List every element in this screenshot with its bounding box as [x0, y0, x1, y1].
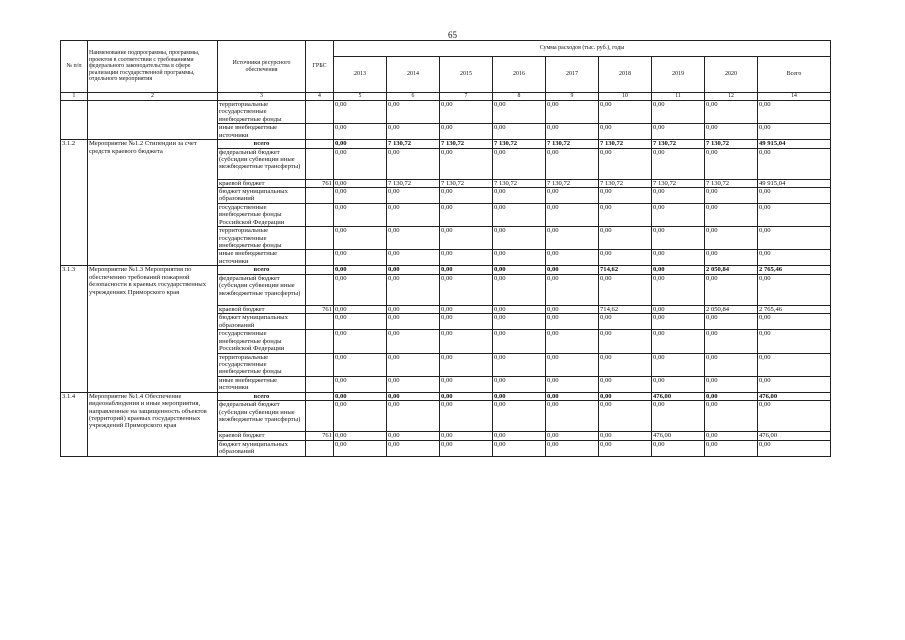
year-amount: 0,00	[599, 188, 652, 204]
year-amount: 0,00	[387, 148, 440, 179]
year-amount: 0,00	[387, 401, 440, 432]
year-amount: 0,00	[652, 401, 705, 432]
year-amount: 0,00	[599, 314, 652, 330]
year-amount: 0,00	[334, 140, 387, 148]
table-row	[61, 101, 831, 124]
grbs-code	[306, 227, 334, 250]
year-amount: 7 130,72	[493, 179, 546, 187]
year-amount: 0,00	[334, 148, 387, 179]
table-row	[61, 140, 831, 148]
year-amount: 0,00	[440, 188, 493, 204]
total-amount: 0,00	[758, 101, 831, 124]
year-amount: 0,00	[440, 432, 493, 440]
year-amount: 0,00	[493, 305, 546, 313]
year-amount: 7 130,72	[652, 140, 705, 148]
year-amount: 0,00	[705, 401, 758, 432]
grbs-code	[306, 330, 334, 353]
item-name: Мероприятие №1.3 Мероприятия по обеспечению требований пожарной безопасности в краевых государственных учреждениях Приморского края	[88, 266, 218, 392]
year-amount: 0,00	[546, 353, 599, 376]
year-amount: 0,00	[493, 353, 546, 376]
year-amount: 0,00	[546, 250, 599, 266]
total-amount: 0,00	[758, 376, 831, 392]
year-amount: 0,00	[599, 101, 652, 124]
year-amount: 0,00	[599, 124, 652, 140]
grbs-code	[306, 188, 334, 204]
header-index-cell: 9	[546, 93, 599, 101]
header-index-cell: 8	[493, 93, 546, 101]
item-number: 3.1.3	[61, 266, 88, 392]
header-year: 2013	[334, 57, 387, 93]
year-amount: 0,00	[387, 392, 440, 400]
header-index-row	[61, 93, 831, 101]
header-index-cell: 10	[599, 93, 652, 101]
header-year: 2014	[387, 57, 440, 93]
year-amount: 0,00	[705, 101, 758, 124]
year-amount: 0,00	[599, 204, 652, 227]
year-amount: 0,00	[440, 314, 493, 330]
grbs-code	[306, 314, 334, 330]
year-amount: 7 130,72	[705, 179, 758, 187]
total-amount: 2 765,46	[758, 305, 831, 313]
year-amount: 0,00	[546, 266, 599, 274]
grbs-code	[306, 401, 334, 432]
year-amount: 714,62	[599, 305, 652, 313]
header-index-cell: 6	[387, 93, 440, 101]
year-amount: 7 130,72	[387, 140, 440, 148]
grbs-code	[306, 266, 334, 274]
funding-source: иные внебюджетные источники	[218, 250, 306, 266]
header-index-cell: 4	[306, 93, 334, 101]
year-amount: 0,00	[652, 204, 705, 227]
funding-source: бюджет муниципальных образований	[218, 314, 306, 330]
header-index-cell: 14	[758, 93, 831, 101]
year-amount: 714,62	[599, 266, 652, 274]
year-amount: 2 050,84	[705, 266, 758, 274]
year-amount: 0,00	[387, 188, 440, 204]
year-amount: 0,00	[546, 188, 599, 204]
year-amount: 0,00	[493, 440, 546, 456]
year-amount: 0,00	[546, 376, 599, 392]
total-amount: 0,00	[758, 401, 831, 432]
year-amount: 0,00	[599, 353, 652, 376]
funding-source: федеральный бюджет (субсидии субвенции иные межбюджетные трансферты)	[218, 148, 306, 179]
year-amount: 0,00	[546, 101, 599, 124]
total-amount: 0,00	[758, 330, 831, 353]
year-amount: 0,00	[705, 204, 758, 227]
year-amount: 476,00	[652, 432, 705, 440]
year-amount: 0,00	[440, 266, 493, 274]
total-amount: 0,00	[758, 148, 831, 179]
year-amount: 0,00	[440, 101, 493, 124]
year-amount: 0,00	[440, 124, 493, 140]
year-amount: 2 050,84	[705, 305, 758, 313]
year-amount: 0,00	[599, 274, 652, 305]
year-amount: 0,00	[652, 330, 705, 353]
year-amount: 0,00	[652, 314, 705, 330]
year-amount: 0,00	[546, 227, 599, 250]
year-amount: 0,00	[440, 274, 493, 305]
year-amount: 0,00	[440, 401, 493, 432]
year-amount: 0,00	[705, 250, 758, 266]
year-amount: 0,00	[705, 148, 758, 179]
year-amount: 0,00	[493, 432, 546, 440]
total-amount: 0,00	[758, 250, 831, 266]
year-amount: 0,00	[334, 440, 387, 456]
funding-source: государственные внебюджетные фонды Российской Федерации	[218, 204, 306, 227]
table-row	[61, 266, 831, 274]
year-amount: 0,00	[705, 432, 758, 440]
header-sum-group: Сумма расходов (тыс. руб.), годы	[334, 41, 831, 57]
year-amount: 0,00	[440, 148, 493, 179]
grbs-code	[306, 353, 334, 376]
year-amount: 0,00	[599, 148, 652, 179]
funding-source: краевой бюджет	[218, 432, 306, 440]
year-amount: 7 130,72	[652, 179, 705, 187]
grbs-code	[306, 392, 334, 400]
year-amount: 0,00	[334, 305, 387, 313]
year-amount: 0,00	[546, 314, 599, 330]
header-name: Наименование подпрограммы, программы, проектов в соответствии с требованиями федерального законодательства в сфере реализации государственной программы, отдельного мероприятия	[88, 41, 218, 93]
item-name: Мероприятие №1.2 Стипендии за счет средств краевого бюджета	[88, 140, 218, 266]
year-amount: 0,00	[599, 440, 652, 456]
year-amount: 0,00	[705, 353, 758, 376]
year-amount: 0,00	[493, 101, 546, 124]
total-amount: 49 915,04	[758, 140, 831, 148]
year-amount: 0,00	[387, 330, 440, 353]
header-year: 2016	[493, 57, 546, 93]
funding-source: краевой бюджет	[218, 179, 306, 187]
year-amount: 0,00	[387, 376, 440, 392]
year-amount: 0,00	[493, 266, 546, 274]
funding-source: всего	[218, 140, 306, 148]
total-amount: 0,00	[758, 188, 831, 204]
total-amount: 476,00	[758, 432, 831, 440]
item-number: 3.1.2	[61, 140, 88, 266]
year-amount: 0,00	[546, 274, 599, 305]
year-amount: 7 130,72	[705, 140, 758, 148]
header-source: Источники ресурсного обеспечения	[218, 41, 306, 93]
year-amount: 7 130,72	[440, 140, 493, 148]
year-amount: 0,00	[652, 266, 705, 274]
total-amount: 0,00	[758, 227, 831, 250]
year-amount: 0,00	[652, 376, 705, 392]
year-amount: 7 130,72	[599, 179, 652, 187]
total-amount: 49 915,04	[758, 179, 831, 187]
year-amount: 0,00	[493, 227, 546, 250]
year-amount: 0,00	[705, 440, 758, 456]
year-amount: 0,00	[599, 376, 652, 392]
year-amount: 0,00	[493, 392, 546, 400]
funding-source: иные внебюджетные источники	[218, 124, 306, 140]
year-amount: 0,00	[440, 440, 493, 456]
total-amount: 0,00	[758, 124, 831, 140]
item-number: 3.1.4	[61, 392, 88, 456]
year-amount: 0,00	[440, 392, 493, 400]
grbs-code	[306, 124, 334, 140]
year-amount: 0,00	[652, 101, 705, 124]
year-amount: 0,00	[599, 432, 652, 440]
grbs-code	[306, 148, 334, 179]
year-amount: 0,00	[546, 330, 599, 353]
year-amount: 0,00	[334, 124, 387, 140]
grbs-code: 761	[306, 432, 334, 440]
header-index-cell: 1	[61, 93, 88, 101]
funding-source: всего	[218, 266, 306, 274]
year-amount: 0,00	[334, 227, 387, 250]
year-amount: 0,00	[705, 392, 758, 400]
year-amount: 0,00	[652, 148, 705, 179]
year-amount: 0,00	[440, 376, 493, 392]
year-amount: 0,00	[546, 440, 599, 456]
funding-source: бюджет муниципальных образований	[218, 440, 306, 456]
year-amount: 7 130,72	[440, 179, 493, 187]
year-amount: 0,00	[599, 330, 652, 353]
funding-source: всего	[218, 392, 306, 400]
grbs-code	[306, 376, 334, 392]
year-amount: 0,00	[652, 188, 705, 204]
year-amount: 7 130,72	[493, 140, 546, 148]
grbs-code	[306, 101, 334, 124]
header-number: № п/п	[61, 41, 88, 93]
year-amount: 0,00	[440, 250, 493, 266]
year-amount: 0,00	[334, 401, 387, 432]
header-index-cell: 5	[334, 93, 387, 101]
grbs-code	[306, 250, 334, 266]
year-amount: 0,00	[334, 188, 387, 204]
funding-source: краевой бюджет	[218, 305, 306, 313]
year-amount: 0,00	[493, 188, 546, 204]
total-amount: 0,00	[758, 274, 831, 305]
funding-source: федеральный бюджет (субсидии субвенции иные межбюджетные трансферты)	[218, 401, 306, 432]
year-amount: 0,00	[334, 314, 387, 330]
year-amount: 0,00	[652, 124, 705, 140]
header-index-cell: 7	[440, 93, 493, 101]
year-amount: 0,00	[387, 440, 440, 456]
year-amount: 0,00	[334, 330, 387, 353]
year-amount: 0,00	[705, 330, 758, 353]
header-index-cell: 12	[705, 93, 758, 101]
year-amount: 0,00	[705, 314, 758, 330]
header-grbs: ГРБС	[306, 41, 334, 93]
year-amount: 0,00	[387, 274, 440, 305]
grbs-code	[306, 140, 334, 148]
header-year: 2018	[599, 57, 652, 93]
total-amount: 0,00	[758, 204, 831, 227]
grbs-code	[306, 274, 334, 305]
funding-source: государственные внебюджетные фонды Российской Федерации	[218, 330, 306, 353]
year-amount: 0,00	[546, 148, 599, 179]
year-amount: 0,00	[652, 274, 705, 305]
year-amount: 0,00	[599, 392, 652, 400]
year-amount: 0,00	[387, 266, 440, 274]
year-amount: 0,00	[387, 204, 440, 227]
year-amount: 0,00	[546, 432, 599, 440]
header-index-cell: 11	[652, 93, 705, 101]
year-amount: 0,00	[440, 330, 493, 353]
total-amount: 0,00	[758, 314, 831, 330]
year-amount: 0,00	[387, 101, 440, 124]
page-number: 65	[448, 30, 457, 40]
funding-source: федеральный бюджет (субсидии субвенции иные межбюджетные трансферты)	[218, 274, 306, 305]
year-amount: 0,00	[387, 314, 440, 330]
year-amount: 0,00	[493, 204, 546, 227]
year-amount: 0,00	[387, 250, 440, 266]
year-amount: 476,00	[652, 392, 705, 400]
year-amount: 0,00	[334, 179, 387, 187]
year-amount: 0,00	[440, 305, 493, 313]
funding-source: территориальные государственные внебюджетные фонды	[218, 101, 306, 124]
year-amount: 0,00	[334, 266, 387, 274]
year-amount: 0,00	[705, 274, 758, 305]
year-amount: 0,00	[493, 401, 546, 432]
year-amount: 0,00	[546, 401, 599, 432]
table-row	[61, 392, 831, 400]
table-body	[61, 101, 831, 457]
year-amount: 0,00	[493, 250, 546, 266]
grbs-code: 761	[306, 305, 334, 313]
year-amount: 0,00	[652, 227, 705, 250]
year-amount: 0,00	[652, 353, 705, 376]
grbs-code: 761	[306, 179, 334, 187]
header-index-cell: 2	[88, 93, 218, 101]
year-amount: 0,00	[440, 204, 493, 227]
year-amount: 0,00	[493, 124, 546, 140]
year-amount: 0,00	[334, 353, 387, 376]
funding-source: территориальные государственные внебюджетные фонды	[218, 227, 306, 250]
year-amount: 0,00	[546, 392, 599, 400]
total-amount: 476,00	[758, 392, 831, 400]
year-amount: 0,00	[599, 227, 652, 250]
year-amount: 7 130,72	[546, 179, 599, 187]
grbs-code	[306, 204, 334, 227]
year-amount: 0,00	[334, 274, 387, 305]
item-name	[88, 101, 218, 140]
year-amount: 0,00	[334, 204, 387, 227]
header-year: 2015	[440, 57, 493, 93]
total-amount: 0,00	[758, 353, 831, 376]
year-amount: 0,00	[493, 330, 546, 353]
year-amount: 0,00	[652, 305, 705, 313]
year-amount: 0,00	[334, 432, 387, 440]
total-amount: 0,00	[758, 440, 831, 456]
year-amount: 0,00	[493, 314, 546, 330]
item-number	[61, 101, 88, 140]
year-amount: 7 130,72	[387, 179, 440, 187]
year-amount: 0,00	[493, 274, 546, 305]
year-amount: 0,00	[546, 305, 599, 313]
year-amount: 0,00	[705, 188, 758, 204]
year-amount: 0,00	[387, 227, 440, 250]
year-amount: 0,00	[546, 124, 599, 140]
funding-source: бюджет муниципальных образований	[218, 188, 306, 204]
year-amount: 0,00	[387, 432, 440, 440]
header-year: Всего	[758, 57, 831, 93]
year-amount: 0,00	[387, 353, 440, 376]
year-amount: 0,00	[440, 227, 493, 250]
grbs-code	[306, 440, 334, 456]
funding-source: территориальные государственные внебюджетные фонды	[218, 353, 306, 376]
year-amount: 0,00	[493, 148, 546, 179]
year-amount: 0,00	[652, 440, 705, 456]
year-amount: 0,00	[599, 250, 652, 266]
funding-source: иные внебюджетные источники	[218, 376, 306, 392]
year-amount: 7 130,72	[546, 140, 599, 148]
year-amount: 0,00	[599, 401, 652, 432]
year-amount: 7 130,72	[599, 140, 652, 148]
year-amount: 0,00	[705, 227, 758, 250]
item-name: Мероприятие №1.4 Обеспечение видеонаблюдения и иные мероприятия, направленные на защищенность объектов (территорий) краевых государственных учреждений Приморского края	[88, 392, 218, 456]
year-amount: 0,00	[334, 392, 387, 400]
header-index-cell: 3	[218, 93, 306, 101]
year-amount: 0,00	[440, 353, 493, 376]
header-year: 2020	[705, 57, 758, 93]
header-year: 2019	[652, 57, 705, 93]
budget-table	[60, 40, 831, 457]
year-amount: 0,00	[334, 101, 387, 124]
year-amount: 0,00	[387, 124, 440, 140]
year-amount: 0,00	[546, 204, 599, 227]
year-amount: 0,00	[493, 376, 546, 392]
year-amount: 0,00	[705, 376, 758, 392]
year-amount: 0,00	[652, 250, 705, 266]
year-amount: 0,00	[705, 124, 758, 140]
header-year: 2017	[546, 57, 599, 93]
year-amount: 0,00	[387, 305, 440, 313]
total-amount: 2 765,46	[758, 266, 831, 274]
year-amount: 0,00	[334, 376, 387, 392]
year-amount: 0,00	[334, 250, 387, 266]
